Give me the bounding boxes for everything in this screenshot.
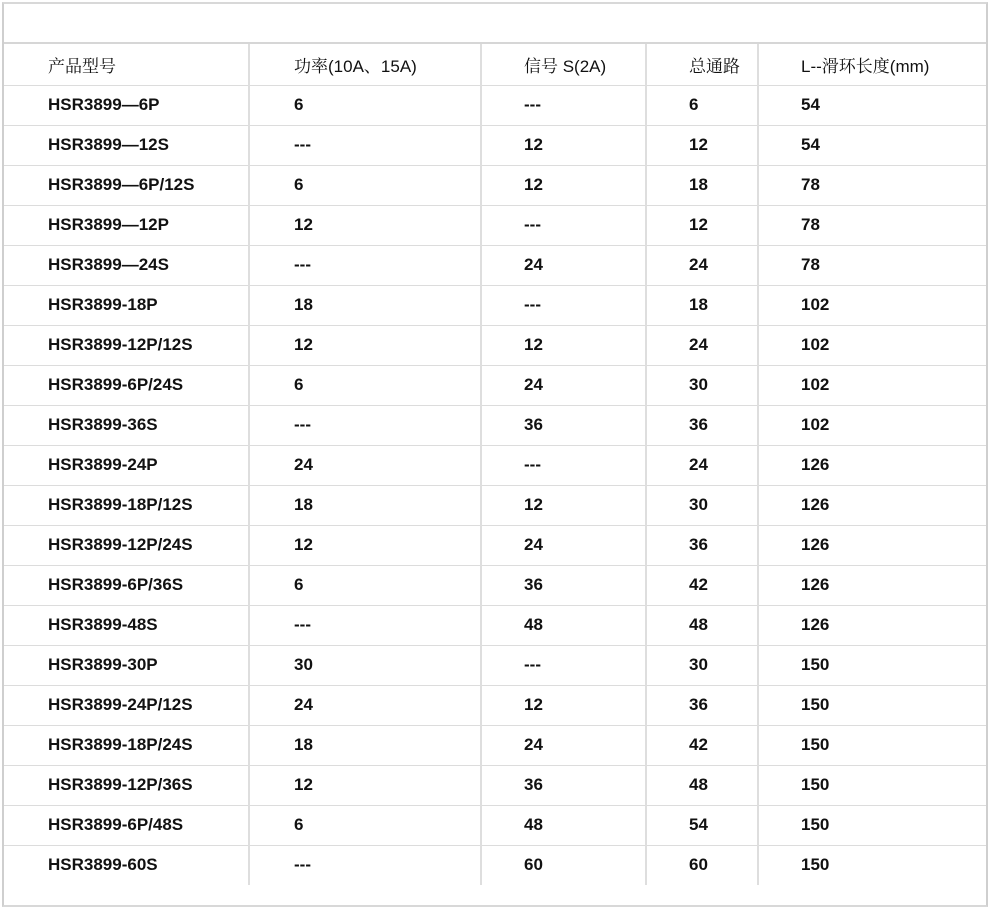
cell-model: HSR3899—12P (4, 205, 249, 245)
table-row (4, 725, 986, 765)
cell-signal: 36 (481, 405, 646, 445)
cell-signal: --- (481, 285, 646, 325)
cell-total-circuits: 36 (646, 525, 758, 565)
table-row (4, 445, 986, 485)
cell-total-circuits: 18 (646, 165, 758, 205)
cell-power: 24 (249, 445, 481, 485)
cell-model: HSR3899—6P (4, 85, 249, 125)
cell-model: HSR3899-6P/48S (4, 805, 249, 845)
cell-model: HSR3899—24S (4, 245, 249, 285)
cell-signal: 36 (481, 765, 646, 805)
header-power: 功率(10A、15A) (249, 44, 481, 85)
cell-total-circuits: 24 (646, 325, 758, 365)
cell-signal: --- (481, 85, 646, 125)
cell-length: 150 (758, 805, 986, 845)
cell-model: HSR3899-24P/12S (4, 685, 249, 725)
cell-total-circuits: 30 (646, 645, 758, 685)
cell-signal: 24 (481, 725, 646, 765)
cell-model: HSR3899-18P (4, 285, 249, 325)
cell-power: --- (249, 605, 481, 645)
cell-signal: 36 (481, 565, 646, 605)
cell-length: 78 (758, 165, 986, 205)
table-row (4, 125, 986, 165)
cell-power: 18 (249, 285, 481, 325)
cell-length: 150 (758, 725, 986, 765)
table-row (4, 365, 986, 405)
cell-signal: --- (481, 205, 646, 245)
header-total-circuits: 总通路 (646, 44, 758, 85)
table-row (4, 765, 986, 805)
table-row (4, 85, 986, 125)
table-row (4, 205, 986, 245)
header-signal: 信号 S(2A) (481, 44, 646, 85)
cell-power: 6 (249, 165, 481, 205)
cell-length: 150 (758, 765, 986, 805)
cell-power: --- (249, 845, 481, 885)
cell-model: HSR3899-6P/24S (4, 365, 249, 405)
cell-length: 150 (758, 685, 986, 725)
cell-model: HSR3899-36S (4, 405, 249, 445)
cell-total-circuits: 24 (646, 445, 758, 485)
cell-signal: 48 (481, 605, 646, 645)
cell-total-circuits: 54 (646, 805, 758, 845)
cell-power: 24 (249, 685, 481, 725)
table-row (4, 165, 986, 205)
cell-length: 150 (758, 645, 986, 685)
table-row (4, 245, 986, 285)
cell-power: --- (249, 405, 481, 445)
cell-total-circuits: 48 (646, 765, 758, 805)
cell-total-circuits: 24 (646, 245, 758, 285)
cell-length: 78 (758, 245, 986, 285)
cell-model: HSR3899-12P/12S (4, 325, 249, 365)
cell-model: HSR3899-60S (4, 845, 249, 885)
cell-signal: 12 (481, 165, 646, 205)
table-row (4, 485, 986, 525)
table-row (4, 605, 986, 645)
cell-power: 12 (249, 525, 481, 565)
table-row (4, 325, 986, 365)
cell-signal: --- (481, 645, 646, 685)
cell-model: HSR3899-6P/36S (4, 565, 249, 605)
cell-signal: 12 (481, 485, 646, 525)
header-row (4, 44, 986, 85)
cell-total-circuits: 36 (646, 685, 758, 725)
cell-model: HSR3899—6P/12S (4, 165, 249, 205)
cell-signal: 12 (481, 685, 646, 725)
table-row (4, 845, 986, 885)
table-row (4, 645, 986, 685)
table-row (4, 805, 986, 845)
table-row (4, 405, 986, 445)
cell-length: 126 (758, 445, 986, 485)
cell-total-circuits: 12 (646, 205, 758, 245)
cell-total-circuits: 42 (646, 565, 758, 605)
cell-power: 30 (249, 645, 481, 685)
cell-length: 102 (758, 365, 986, 405)
table-body (4, 85, 986, 885)
cell-signal: 24 (481, 365, 646, 405)
cell-model: HSR3899-48S (4, 605, 249, 645)
cell-total-circuits: 6 (646, 85, 758, 125)
cell-model: HSR3899-24P (4, 445, 249, 485)
header-length: L--滑环长度(mm) (758, 44, 986, 85)
cell-total-circuits: 48 (646, 605, 758, 645)
cell-model: HSR3899-30P (4, 645, 249, 685)
cell-power: 18 (249, 485, 481, 525)
header-model: 产品型号 (4, 44, 249, 85)
slip-ring-spec-table (4, 44, 986, 885)
cell-signal: 48 (481, 805, 646, 845)
cell-signal: 12 (481, 325, 646, 365)
cell-signal: 24 (481, 525, 646, 565)
cell-power: 12 (249, 765, 481, 805)
title-band (4, 4, 986, 44)
table-row (4, 565, 986, 605)
cell-total-circuits: 30 (646, 485, 758, 525)
table-row (4, 525, 986, 565)
cell-total-circuits: 36 (646, 405, 758, 445)
cell-length: 126 (758, 525, 986, 565)
cell-model: HSR3899-18P/24S (4, 725, 249, 765)
cell-power: 12 (249, 205, 481, 245)
cell-length: 54 (758, 125, 986, 165)
cell-total-circuits: 18 (646, 285, 758, 325)
cell-power: --- (249, 245, 481, 285)
cell-model: HSR3899-12P/24S (4, 525, 249, 565)
cell-model: HSR3899-12P/36S (4, 765, 249, 805)
cell-total-circuits: 12 (646, 125, 758, 165)
cell-signal: 24 (481, 245, 646, 285)
cell-power: 6 (249, 365, 481, 405)
cell-power: 6 (249, 85, 481, 125)
cell-length: 126 (758, 565, 986, 605)
cell-total-circuits: 30 (646, 365, 758, 405)
cell-signal: 12 (481, 125, 646, 165)
cell-length: 102 (758, 285, 986, 325)
cell-length: 102 (758, 405, 986, 445)
cell-total-circuits: 42 (646, 725, 758, 765)
cell-length: 54 (758, 85, 986, 125)
table-row (4, 285, 986, 325)
cell-length: 150 (801, 855, 830, 875)
cell-model: HSR3899—12S (4, 125, 249, 165)
cell-power: 12 (249, 325, 481, 365)
spec-sheet (2, 2, 988, 907)
cell-signal: --- (481, 445, 646, 485)
cell-length: 126 (758, 605, 986, 645)
cell-power: 6 (249, 805, 481, 845)
cell-power: --- (249, 125, 481, 165)
cell-signal: 60 (481, 845, 646, 885)
cell-total-circuits: 60 (646, 845, 758, 885)
cell-length: 126 (758, 485, 986, 525)
cell-power: 6 (249, 565, 481, 605)
cell-length: 78 (758, 205, 986, 245)
cell-length: 102 (758, 325, 986, 365)
cell-power: 18 (249, 725, 481, 765)
cell-model: HSR3899-18P/12S (4, 485, 249, 525)
table-row (4, 685, 986, 725)
